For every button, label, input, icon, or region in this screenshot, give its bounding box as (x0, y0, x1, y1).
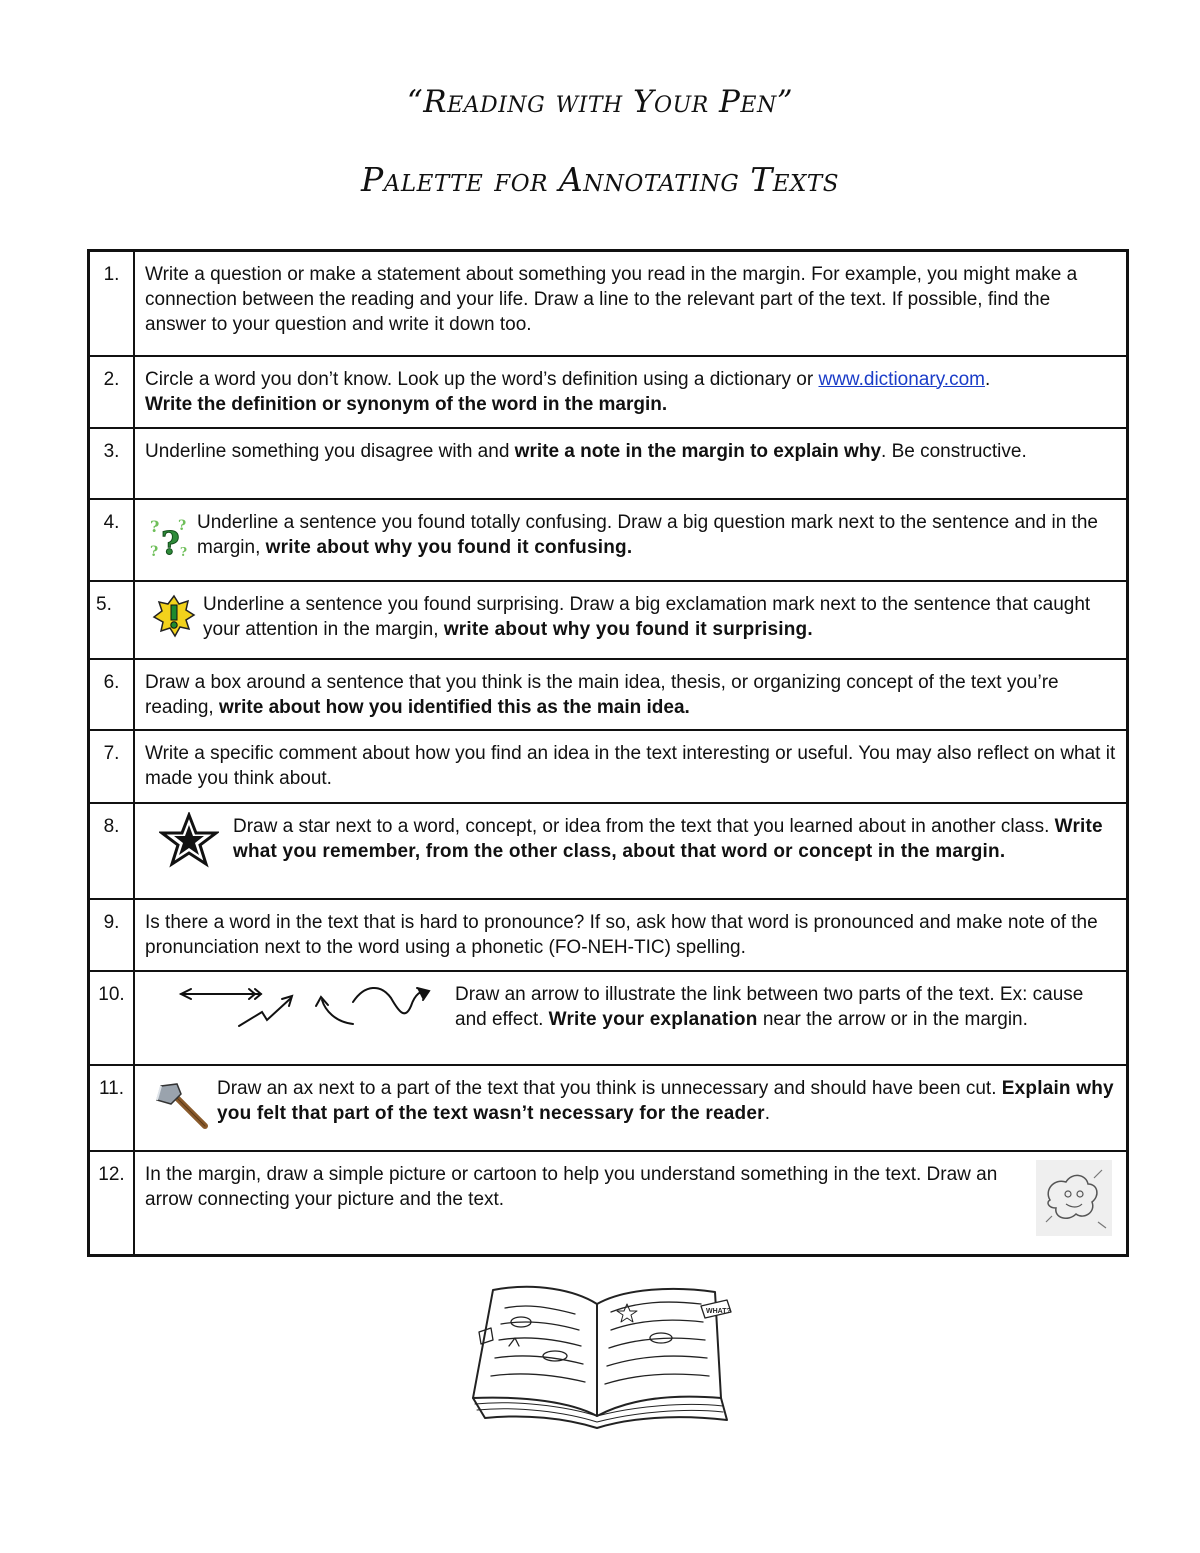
table-row (89, 971, 1128, 1065)
table-row (89, 803, 1128, 899)
row-number: 3. (89, 428, 135, 499)
row-text: Draw an arrow to illustrate the link between two parts of the text. Ex: cause and effect. Write your explanation near the arrow or in the margin. (134, 971, 1128, 1065)
row-text: Draw a star next to a word, concept, or idea from the text that you learned about in another class. Write what you remember, from the other class, about that word or concept in the margin. (134, 803, 1128, 899)
row-text: Underline a sentence you found surprising. Draw a big exclamation mark next to the sentence that caught your attention in the margin, write about why you found it surprising. (134, 581, 1128, 659)
row-number: 1. (89, 251, 135, 356)
table-row (89, 428, 1128, 499)
table-row (89, 499, 1128, 581)
row-number: 11. (89, 1065, 135, 1151)
row-text: In the margin, draw a simple picture or cartoon to help you understand something in the text. Draw an arrow connecting your picture and the text. (134, 1151, 1128, 1256)
arrows-icon (145, 980, 455, 1032)
star-icon (145, 812, 233, 868)
page-title: “Reading with Your Pen” (406, 84, 794, 120)
svg-text:?: ? (161, 523, 180, 560)
row-text: Is there a word in the text that is hard to pronounce? If so, ask how that word is pronounced and make note of the pronunciation next to the word using a phonetic (FO-NEH-TIC) spelling. (134, 899, 1128, 971)
row-number: 7. (89, 730, 135, 803)
row-number: 2. (89, 356, 135, 428)
annotation-palette-table (87, 249, 1129, 1257)
table-row (89, 251, 1128, 356)
annotated-book-icon (465, 1278, 735, 1443)
row-number: 8. (89, 803, 135, 899)
sketch-doodle-icon (1032, 1160, 1116, 1236)
table-row (89, 1151, 1128, 1256)
table-row (89, 581, 1128, 659)
row-number: 12. (89, 1151, 135, 1256)
exclamation-mark-icon (145, 594, 203, 638)
question-mark-icon (145, 514, 197, 560)
table-row (89, 899, 1128, 971)
page-subtitle: Palette for Annotating Texts (361, 160, 839, 199)
dictionary-link[interactable]: www.dictionary.com (818, 368, 985, 390)
row-number: 9. (89, 899, 135, 971)
svg-text:?: ? (178, 517, 187, 534)
row-text: Draw a box around a sentence that you think is the main idea, thesis, or organizing concept of the text you’re reading, write about how you identified this as the main idea. (134, 659, 1128, 730)
row-text: Circle a word you don’t know. Look up the word’s definition using a dictionary or www.dictionary.com. Write the definition or synonym of the word in the margin. (134, 356, 1128, 428)
table-row (89, 659, 1128, 730)
table-row (89, 1065, 1128, 1151)
row-number: 5. (89, 581, 135, 659)
book-tab-label: WHAT? (706, 1308, 731, 1315)
ax-icon (145, 1080, 217, 1130)
row-text: ? ? ? ? ? Underline a sentence you found totally confusing. Draw a big question mark next to the sentence and in the margin, write about why you found it confusing. (134, 499, 1128, 581)
row-number: 4. (89, 499, 135, 581)
row-number: 6. (89, 659, 135, 730)
row-text: Write a question or make a statement about something you read in the margin. For example, you might make a connection between the reading and your life. Draw a line to the relevant part of the text. If possible, find the answer to your question and write it down too. (134, 251, 1128, 356)
table-row (89, 730, 1128, 803)
table-row (89, 356, 1128, 428)
row-number: 10. (89, 971, 135, 1065)
row-text: Underline something you disagree with and write a note in the margin to explain why. Be constructive. (134, 428, 1128, 499)
row-text: Draw an ax next to a part of the text that you think is unnecessary and should have been cut. Explain why you felt that part of the text wasn’t necessary for the reader. (134, 1065, 1128, 1151)
svg-text:?: ? (150, 516, 160, 536)
row-text: Write a specific comment about how you find an idea in the text interesting or useful. You may also reflect on what it made you think about. (134, 730, 1128, 803)
svg-text:?: ? (150, 543, 159, 560)
svg-text:?: ? (180, 544, 188, 559)
